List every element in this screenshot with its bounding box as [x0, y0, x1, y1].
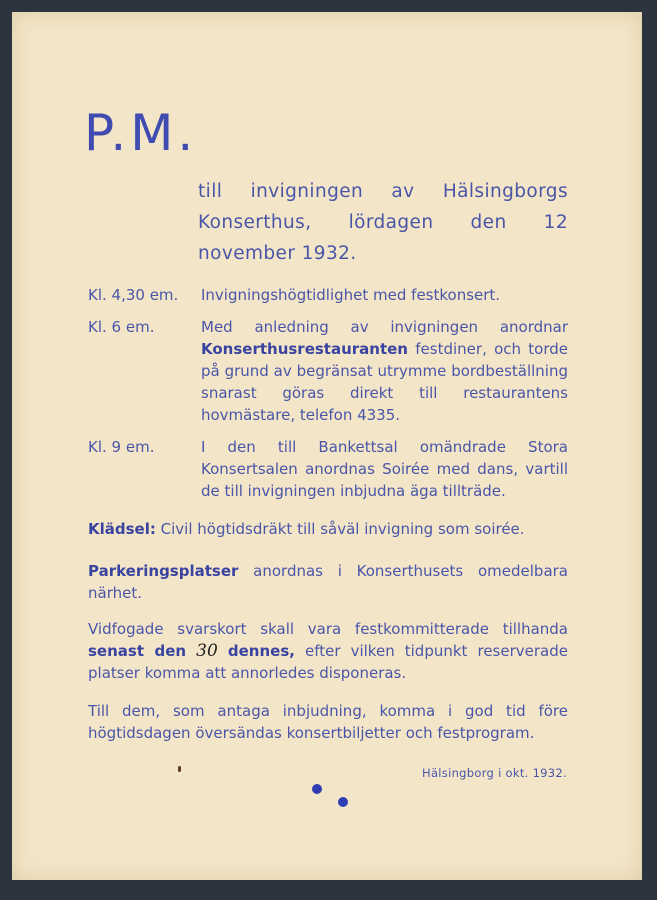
- schedule-time: Kl. 4,30 em.: [88, 286, 179, 304]
- reply-text: efter vilken tidpunkt reserverade platser komma att annorledes disponeras.: [88, 642, 568, 682]
- dress-code: [88, 518, 568, 540]
- deadline-suffix: dennes,: [227, 642, 295, 660]
- dress-label: Klädsel:: [88, 520, 156, 538]
- schedule-time: Kl. 6 em.: [88, 318, 155, 336]
- dress-text: Civil högtidsdräkt till såväl invigning som soirée.: [160, 520, 525, 538]
- paper-speck: [178, 766, 181, 772]
- parking-info: [88, 560, 568, 604]
- invitation-card: [12, 12, 642, 880]
- restaurant-name: Konserthusrestauranten: [201, 340, 408, 358]
- reply-text: Vidfogade svarskort skall vara festkommitterade tillhanda: [88, 620, 568, 638]
- schedule-item: [88, 316, 568, 426]
- page-title: P.M.: [84, 104, 198, 162]
- schedule-time: Kl. 9 em.: [88, 438, 155, 456]
- reply-info: [88, 618, 568, 684]
- schedule-description: [201, 316, 568, 426]
- decorative-dot: [338, 797, 348, 807]
- schedule-description: I den till Bankettsal omändrade Stora Konsertsalen anordnas Soirée med dans, vartill de till invigningen inbjudna äga tillträde.: [201, 438, 568, 500]
- intro-text: till invigningen av Hälsingborgs Konserthus, lördagen den 12 november 1932.: [198, 181, 568, 264]
- handwritten-date: 30: [196, 641, 218, 661]
- schedule-item: [88, 436, 568, 502]
- schedule-description: Invigningshögtidlighet med festkonsert.: [201, 286, 501, 304]
- deadline-label: senast den: [88, 642, 187, 660]
- tickets-info: Till dem, som antaga inbjudning, komma i god tid före högtidsdagen översändas konsertbiljetter och festprogram.: [88, 702, 568, 742]
- parking-label: Parkeringsplatser: [88, 562, 239, 580]
- decorative-dot: [312, 784, 322, 794]
- place-date: Hälsingborg i okt. 1932.: [422, 766, 567, 780]
- parking-text: anordnas i Konserthusets omedelbara närhet.: [88, 562, 568, 602]
- schedule-text: festdiner, och torde på grund av begränsat utrymme bordbeställning snarast göras direkt till restaurantens hovmästare, telefon 4335.: [201, 340, 568, 424]
- schedule-item: [88, 284, 568, 306]
- schedule-text: Med anledning av invigningen anordnar: [201, 318, 568, 336]
